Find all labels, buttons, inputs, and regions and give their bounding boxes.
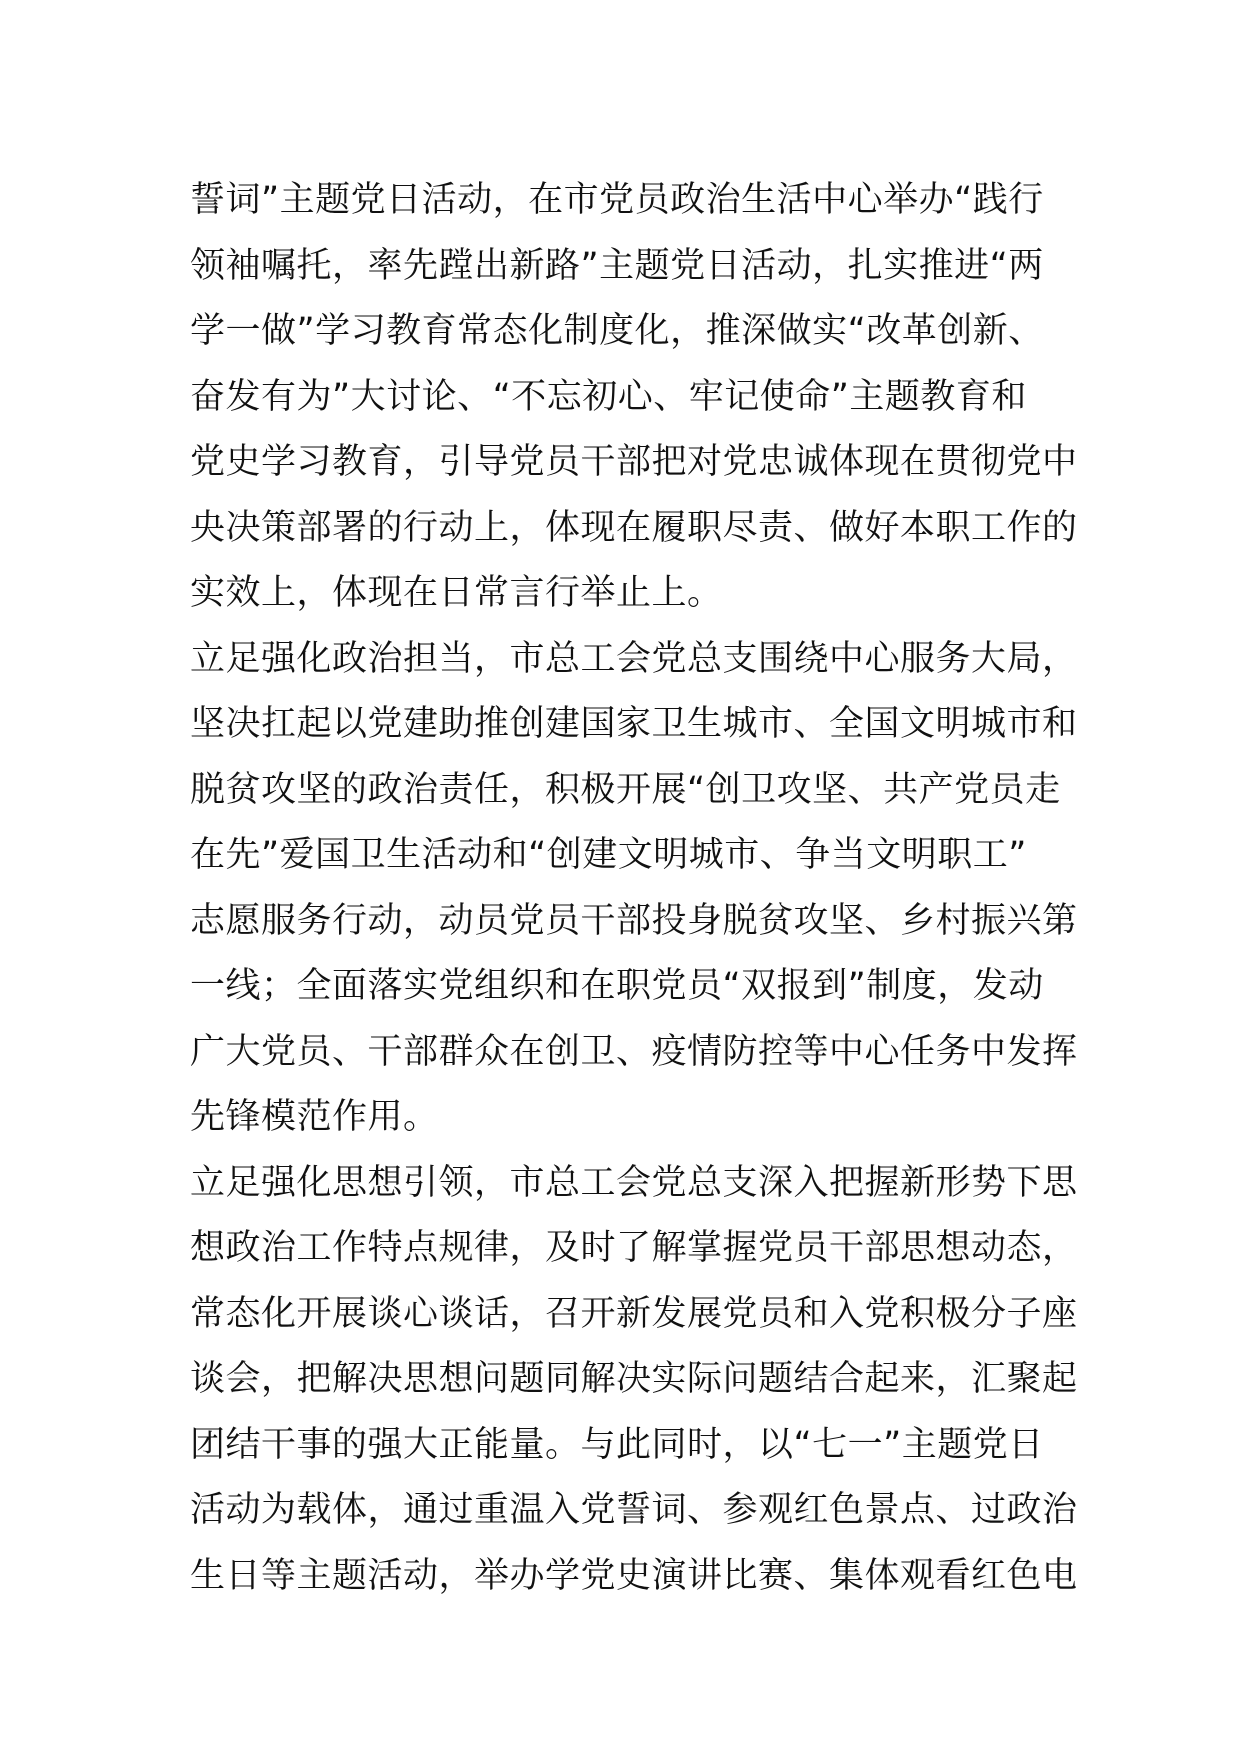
text-line: 一线；全面落实党组织和在职党员“双报到”制度，发动	[190, 966, 1044, 1006]
text-line: 党史学习教育，引导党员干部把对党忠诚体现在贯彻党中	[190, 442, 1078, 482]
text-line: 谈会，把解决思想问题同解决实际问题结合起来，汇聚起	[190, 1359, 1078, 1399]
text-line: 常态化开展谈心谈话，召开新发展党员和入党积极分子座	[190, 1293, 1078, 1334]
text-line: 奋发有为”大讨论、“不忘初心、牢记使命”主题教育和	[190, 376, 1027, 417]
text-line: 央决策部署的行动上，体现在履职尽责、做好本职工作的	[190, 507, 1078, 548]
text-line: 活动为载体，通过重温入党誓词、参观红色景点、过政治	[190, 1490, 1078, 1530]
text-line: 立足强化思想引领，市总工会党总支深入把握新形势下思	[190, 1162, 1078, 1203]
text-line: 在先”爱国卫生活动和“创建文明城市、争当文明职工”	[190, 835, 1027, 875]
text-line: 誓词”主题党日活动，在市党员政治生活中心举办“践行	[190, 180, 1044, 220]
text-line: 团结干事的强大正能量。与此同时，以“七一”主题党日	[190, 1424, 1044, 1465]
text-line: 立足强化政治担当，市总工会党总支围绕中心服务大局，	[190, 638, 1078, 679]
text-line: 脱贫攻坚的政治责任，积极开展“创卫攻坚、共产党员走	[190, 769, 1061, 810]
text-line: 领袖嘱托，率先蹚出新路”主题党日活动，扎实推进“两	[190, 245, 1044, 286]
text-line: 生日等主题活动，举办学党史演讲比赛、集体观看红色电	[190, 1555, 1078, 1596]
document-body	[190, 168, 1078, 1609]
text-line: 想政治工作特点规律，及时了解掌握党员干部思想动态，	[190, 1228, 1078, 1268]
text-line: 志愿服务行动，动员党员干部投身脱贫攻坚、乡村振兴第	[190, 900, 1078, 941]
text-line: 坚决扛起以党建助推创建国家卫生城市、全国文明城市和	[190, 704, 1078, 744]
text-line: 学一做”学习教育常态化制度化，推深做实“改革创新、	[190, 311, 1044, 351]
text-line: 实效上，体现在日常言行举止上。	[190, 573, 723, 613]
text-line: 先锋模范作用。	[190, 1097, 439, 1137]
text-line: 广大党员、干部群众在创卫、疫情防控等中心任务中发挥	[190, 1031, 1078, 1072]
